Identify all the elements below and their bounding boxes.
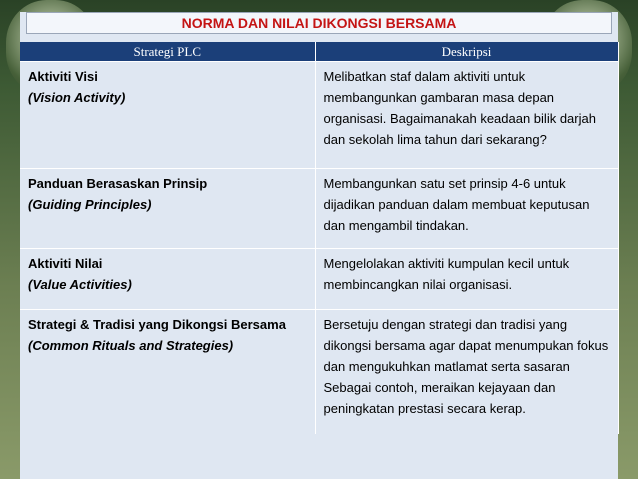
strategy-name: Aktiviti Nilai xyxy=(28,256,103,271)
strategy-cell xyxy=(20,169,315,249)
strategy-cell xyxy=(20,310,315,435)
description-cell: Bersetuju dengan strategi dan tradisi yang dikongsi bersama agar dapat menumpukan fokus dan mengukuhkan matlamat serta sasaran Sebagai contoh, meraikan kejayaan dan peningkatan prestasi secara kerap. xyxy=(315,310,618,435)
strategy-name-english: (Value Activities) xyxy=(28,277,132,292)
table-row xyxy=(20,310,618,435)
strategy-name-english: (Vision Activity) xyxy=(28,90,126,105)
slide-title: NORMA DAN NILAI DIKONGSI BERSAMA xyxy=(26,12,612,34)
strategy-name: Aktiviti Visi xyxy=(28,69,98,84)
strategy-name-english: (Guiding Principles) xyxy=(28,197,152,212)
strategy-name: Strategi & Tradisi yang Dikongsi Bersama xyxy=(28,317,286,332)
description-cell: Melibatkan staf dalam aktiviti untuk membangunkan gambaran masa depan organisasi. Bagaimanakah keadaan bilik darjah dan sekolah lima tahun dari sekarang? xyxy=(315,62,618,169)
plc-strategy-table xyxy=(20,42,619,434)
table-row xyxy=(20,169,618,249)
description-cell: Membangunkan satu set prinsip 4-6 untuk dijadikan panduan dalam membuat keputusan dan mengambil tindakan. xyxy=(315,169,618,249)
strategy-name: Panduan Berasaskan Prinsip xyxy=(28,176,208,191)
description-cell: Mengelolakan aktiviti kumpulan kecil untuk membincangkan nilai organisasi. xyxy=(315,249,618,310)
slide xyxy=(20,12,618,479)
strategy-cell xyxy=(20,249,315,310)
header-deskripsi: Deskripsi xyxy=(315,42,618,62)
table-header-row xyxy=(20,42,618,62)
strategy-name-english: (Common Rituals and Strategies) xyxy=(28,338,234,353)
header-strategi-plc: Strategi PLC xyxy=(20,42,315,62)
strategy-cell xyxy=(20,62,315,169)
table-row xyxy=(20,249,618,310)
table-row xyxy=(20,62,618,169)
